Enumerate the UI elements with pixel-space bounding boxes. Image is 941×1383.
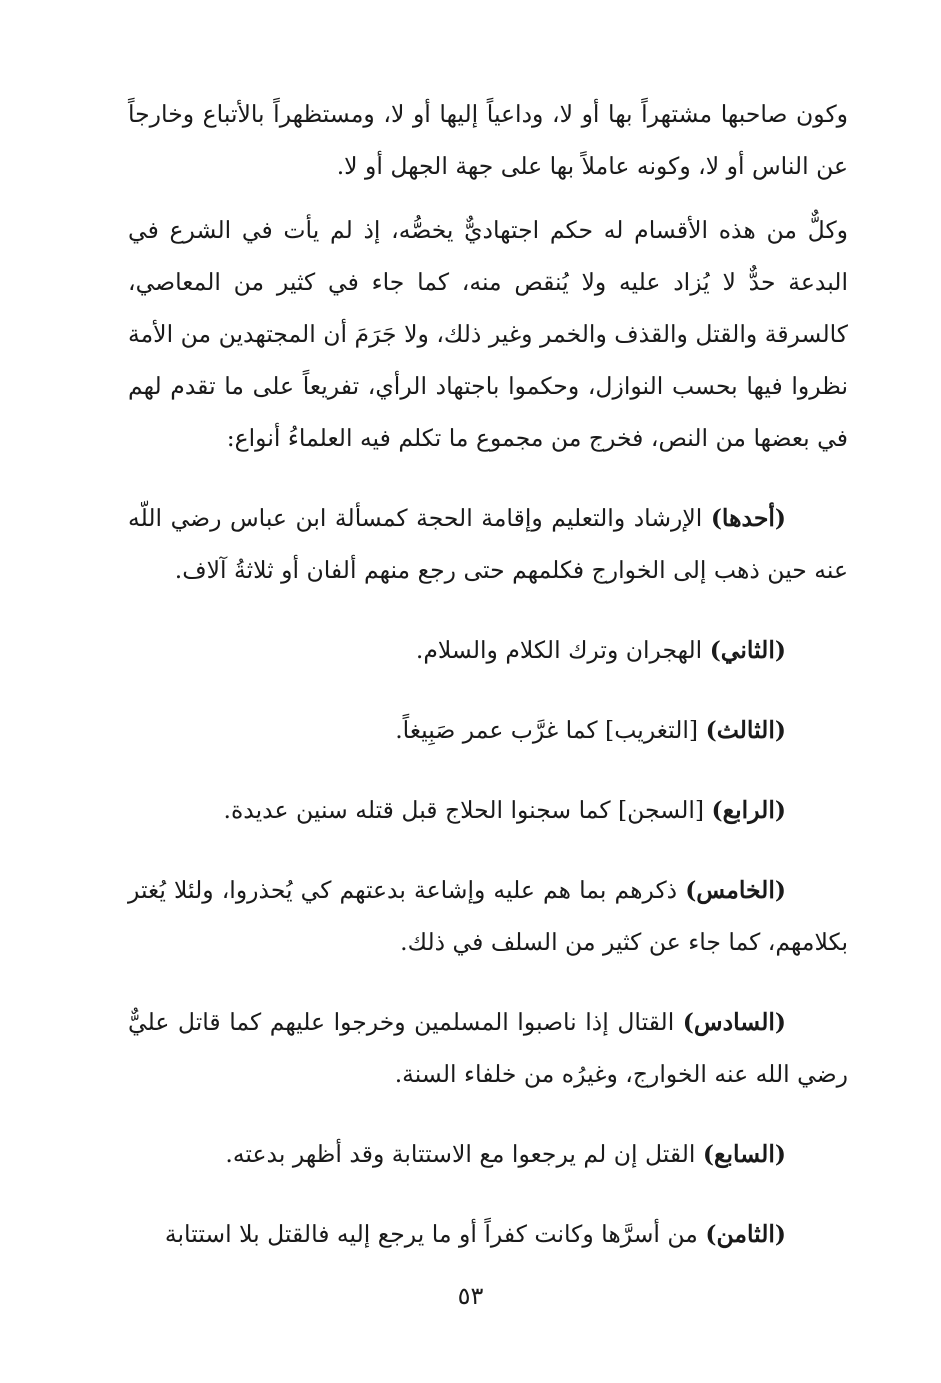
list-item xyxy=(128,492,848,596)
intro-paragraph: وكون صاحبها مشتهراً بها أو لا، وداعياً إليها أو لا، ومستظهراً بالأتباع وخارجاً عن الناس أو لا، وكونه عاملاً بها على جهة الجهل أو لا. xyxy=(128,100,848,180)
item-label: (السادس) xyxy=(682,1008,786,1036)
item-label: (الرابع) xyxy=(711,796,786,824)
list-item xyxy=(128,864,848,968)
item-text: الإرشاد والتعليم وإقامة الحجة كمسألة ابن عباس رضي اللّه عنه حين ذهب إلى الخوارج فكلمهم حتى رجع منهم ألفان أو ثلاثةُ آلاف. xyxy=(128,504,848,584)
item-label: (السابع) xyxy=(702,1140,786,1168)
list-item xyxy=(128,784,848,836)
list-item xyxy=(128,624,848,676)
list-item xyxy=(128,1128,848,1180)
item-text: القتل إن لم يرجعوا مع الاستتابة وقد أظهر بدعته. xyxy=(225,1140,703,1168)
item-text: [السجن] كما سجنوا الحلاج قبل قتله سنين عديدة. xyxy=(223,796,712,824)
page-number: ٥٣ xyxy=(457,1282,484,1310)
item-text: الهجران وترك الكلام والسلام. xyxy=(415,636,710,664)
item-label: (الثالث) xyxy=(705,716,786,744)
main-paragraph: وكلٌّ من هذه الأقسام له حكم اجتهاديٌّ يخصُّه، إذ لم يأت في الشرع في البدعة حدٌّ لا يُزاد عليه ولا يُنقص منه، كما جاء في كثير من المعاصي، كالسرقة والقتل والقذف والخمر وغير ذلك، ولا جَرَمَ أن المجتهدين من الأمة نظروا فيها بحسب النوازل، وحكموا باجتهاد الرأي، تفريعاً على ما تقدم لهم في بعضها من النص، فخرج من مجموع ما تكلم فيه العلماءُ أنواع: xyxy=(128,216,848,452)
item-label: (الثاني) xyxy=(709,636,786,664)
list-item xyxy=(128,996,848,1100)
item-text: من أسرَّها وكانت كفراً أو ما يرجع إليه فالقتل بلا استتابة xyxy=(164,1220,706,1248)
item-label: (أحدها) xyxy=(710,504,786,532)
item-label: (الخامس) xyxy=(685,876,786,904)
list-item xyxy=(128,1208,848,1260)
item-text: [التغريب] كما غرَّب عمر صَبِيغاً. xyxy=(395,716,706,744)
item-label: (الثامن) xyxy=(705,1220,786,1248)
item-text: القتال إذا ناصبوا المسلمين وخرجوا عليهم كما قاتل عليٌّ رضي الله عنه الخوارج، وغيرُه من خلفاء السنة. xyxy=(128,1008,848,1088)
list-item xyxy=(128,704,848,756)
page-body xyxy=(128,88,848,1288)
item-text: ذكرهم بما هم عليه وإشاعة بدعتهم كي يُحذروا، ولئلا يُغتر بكلامهم، كما جاء عن كثير من السلف في ذلك. xyxy=(128,876,848,956)
